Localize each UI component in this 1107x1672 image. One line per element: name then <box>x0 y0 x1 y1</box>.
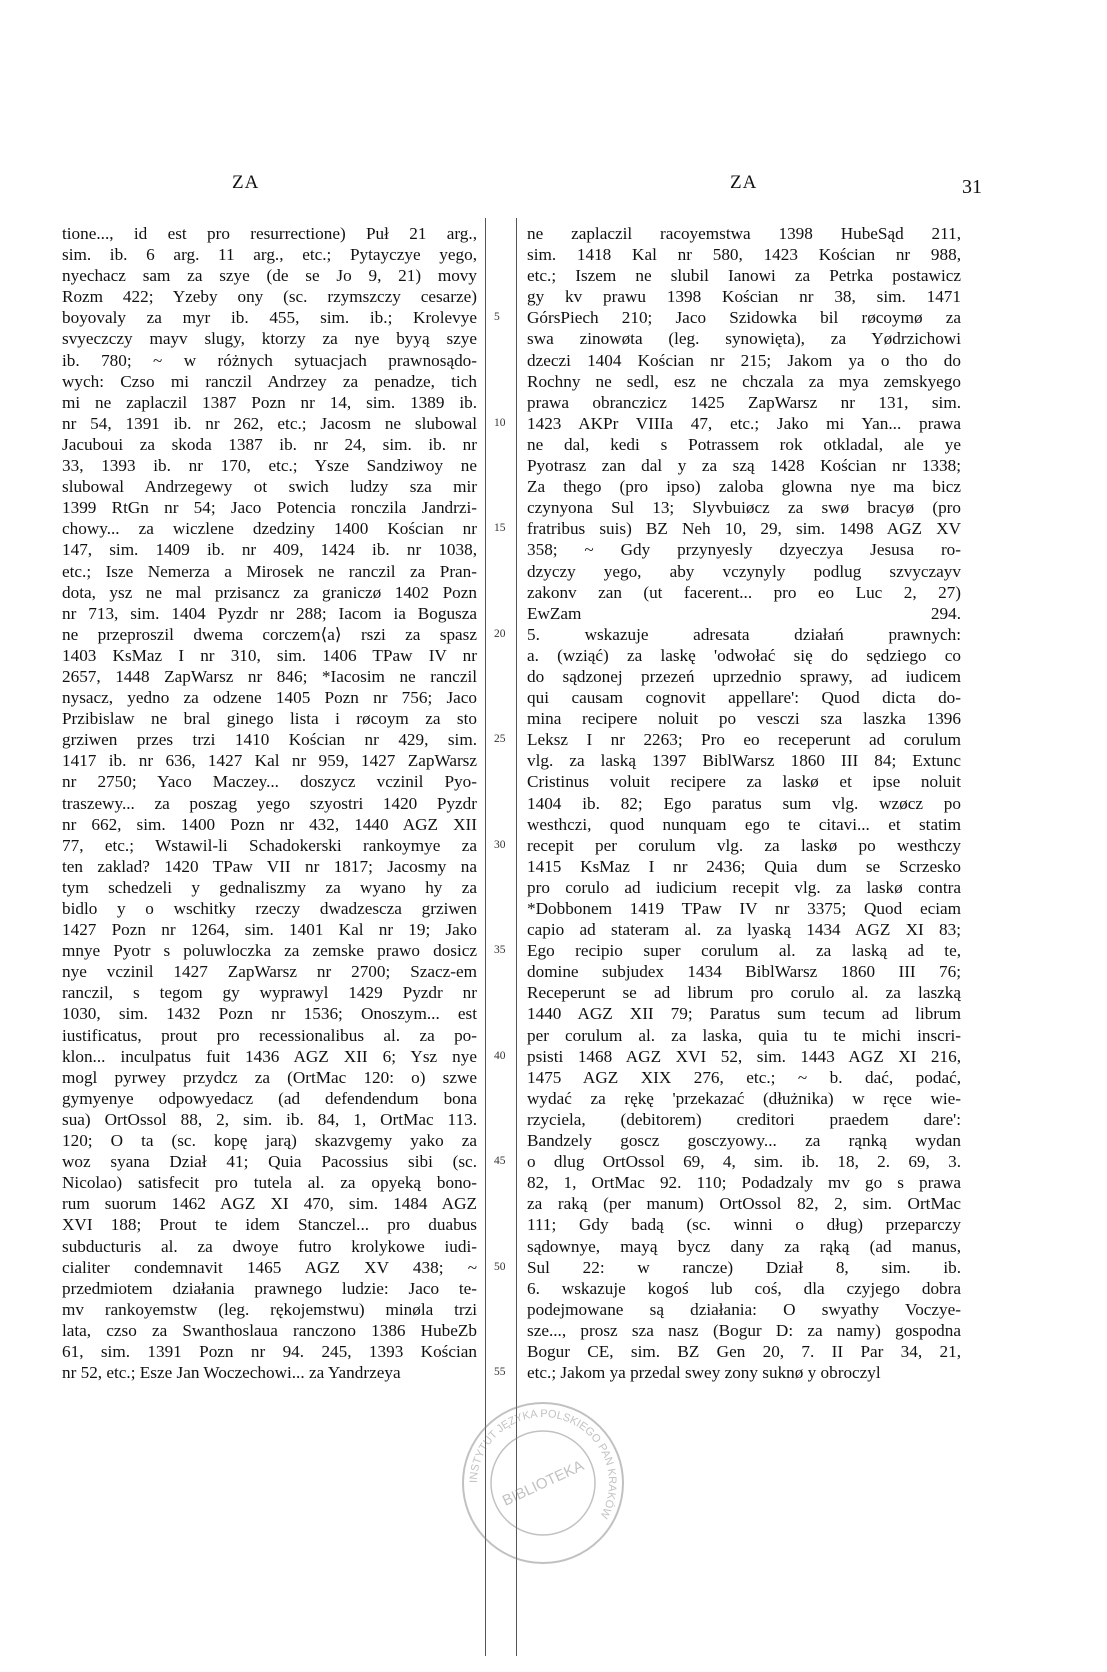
line-number: 15 <box>494 522 506 535</box>
right-column-line: per corulum al. za laska, quia tu te michi inscri- <box>527 1025 961 1045</box>
left-column-line: 1403 KsMaz I nr 310, sim. 1406 TPaw IV nr <box>62 645 477 665</box>
left-column-line: 1399 RtGn nr 54; Jaco Potencia ronczila Jandrzi- <box>62 498 477 518</box>
left-column-line: nr 662, sim. 1400 Pozn nr 432, 1440 AGZ XII <box>62 814 477 834</box>
left-column-line: Rozm 422; Yzeby ony (sc. rzymszczy cesarze) <box>62 287 477 307</box>
left-column-line: nr 52, etc.; Esze Jan Woczechowi... za Yandrzeya <box>62 1363 401 1383</box>
right-column-line: Sul 22: w rancze) Dział 8, sim. ib. <box>527 1257 961 1277</box>
left-column-line: 61, sim. 1391 Pozn nr 94. 245, 1393 Kościan <box>62 1341 477 1361</box>
left-column-line: nr 2750; Yaco Maczey... doszycz vczinil Pyo- <box>62 772 477 792</box>
right-column-line: zakonv zan (ut facerent... pro eo Luc 2, 27) <box>527 582 961 602</box>
left-column-line: iustificatus, prout pro recessionalibus al. za po- <box>62 1025 477 1045</box>
page-number: 31 <box>962 176 982 198</box>
right-column-line: gy kv prawu 1398 Kościan nr 38, sim. 1471 <box>527 287 961 307</box>
left-column-line: 1427 Pozn nr 1264, sim. 1401 Kal nr 19; Jako <box>62 920 477 940</box>
right-column-line: podejmowane są działania: O swyathy Voczye- <box>527 1299 961 1319</box>
right-column-line: etc.; Jakom ya przedal swey zony suknø y obroczyl <box>527 1363 881 1383</box>
left-column-line: bidlo y o wschitky rzeczy dwadzescza grziwen <box>62 899 477 918</box>
left-column-line: chowy... za wiczlene dzedziny 1400 Kościan nr <box>62 519 477 539</box>
right-column-line: westhczi, quod nunquam ego te citavi... et statim <box>527 814 961 834</box>
right-column-line: czynyona Sul 13; Slyvbuiøcz za swø bracyø (pro <box>527 498 961 518</box>
left-column-line: przedmiotem działania prawnego ludzie: Jaco te- <box>62 1278 477 1298</box>
right-column-line: 1404 ib. 82; Ego paratus sum vlg. wzøcz po <box>527 793 961 813</box>
right-column-line: prawa obranczicz 1425 ZapWarsz nr 131, sim. <box>527 392 961 412</box>
left-column-line: 1030, sim. 1432 Pozn nr 1536; Onoszym... est <box>62 1004 477 1024</box>
right-column-line: psisti 1468 AGZ XVI 52, sim. 1443 AGZ XI 216, <box>527 1046 961 1066</box>
line-number: 40 <box>494 1049 506 1062</box>
right-column-line: vlg. za laską 1397 BiblWarsz 1860 III 84; Extunc <box>527 751 961 771</box>
left-column-line: mv rankoyemstw (leg. rękojemstwu) minøla trzi <box>62 1299 477 1319</box>
right-column-line: 1415 KsMaz I nr 2436; Quia dum se Scrzesko <box>527 856 961 876</box>
right-column-line: qui causam cognovit appellare': Quod dicta do- <box>527 688 961 708</box>
left-column-line: 77, etc.; Wstawil-li Schadokerski rankoymye za <box>62 835 477 855</box>
right-column-line: Pyotrasz zan dal y za szą 1428 Kościan nr 1338; <box>527 456 961 476</box>
left-column-line: 120; O ta (sc. kopę jarą) skazvgemy yako za <box>62 1131 477 1151</box>
left-column-line: grziwen przes trzi 1410 Kościan nr 429, sim. <box>62 730 477 750</box>
right-column-line: mina recipere noluit po vesczi sza laszka 1396 <box>527 709 961 729</box>
line-number: 50 <box>494 1260 506 1273</box>
left-column-line: tym schedzeli y gednaliszmy za wyano hy za <box>62 877 477 897</box>
right-column-line: wydać za rękę 'przekazać (dłużnika) w ręce wie- <box>527 1088 961 1108</box>
right-column-line: fratribus suis) BZ Neh 10, 29, sim. 1498 AGZ XV <box>527 519 961 539</box>
right-column-line: rzyciela, (debitorem) creditori praedem dare': <box>527 1109 961 1129</box>
left-column-line: boyovaly za myr ib. 455, sim. ib.; Krolevye <box>62 308 477 328</box>
right-column-line: a. (wziąć) za laskę 'odwołać się do sędziego co <box>527 645 961 665</box>
left-column-line: Nicolao) satisfecit pro tutela al. za opyeką bono- <box>62 1173 477 1193</box>
right-column-line: dzeczi 1404 Kościan nr 215; Jakom ya o tho do <box>527 350 961 370</box>
left-column-line: 2657, 1448 ZapWarsz nr 846; *Iacosim ne ranczil <box>62 666 477 686</box>
left-column-line: cialiter condemnavit 1465 AGZ XV 438; ~ <box>62 1257 477 1277</box>
left-column-line: sim. ib. 6 arg. 11 arg., etc.; Pytayczye yego, <box>62 245 477 265</box>
right-column-line: Rochny ne sedl, esz ne chczala za mya zemskyego <box>527 371 961 391</box>
left-column-line: woz syana Dział 41; Quia Pacossius sibi (sc. <box>62 1152 477 1172</box>
left-column-line: svyeczczy mayv slugy, ktorzy za nye byyą szye <box>62 329 477 349</box>
left-column-line: 33, 1393 ib. nr 170, etc.; Ysze Sandziwoy ne <box>62 456 477 476</box>
line-number: 45 <box>494 1155 506 1168</box>
right-column-line: 6. wskazuje kogoś lub coś, dla czyjego dobra <box>527 1278 961 1298</box>
line-number: 35 <box>494 944 506 957</box>
left-column-line: sua) OrtOssol 88, 2, sim. ib. 84, 1, OrtMac 113. <box>62 1109 477 1129</box>
right-column-line: etc.; Iszem ne slubil Ianowi za Petrka postawicz <box>527 266 961 286</box>
right-column-line: 1440 AGZ XII 79; Paratus sum tecum ad librum <box>527 1004 961 1024</box>
left-column-line: 147, sim. 1409 ib. nr 409, 1424 ib. nr 1038, <box>62 540 477 560</box>
left-column-line: tione..., id est pro resurrectione) Puł 21 arg., <box>62 224 477 243</box>
left-column-line: 1417 ib. nr 636, 1427 Kal nr 959, 1427 ZapWarsz <box>62 751 477 771</box>
right-column-line: 1423 AKPr VIIIa 47, etc.; Jako mi Yan... prawa <box>527 413 961 433</box>
left-column-line: klon... inculpatus fuit 1436 AGZ XII 6; Ysz nye <box>62 1046 477 1066</box>
svg-text:INSTYTUT JĘZYKA POLSKIEGO PAN <box>468 1408 618 1521</box>
left-column-line: ten zaklad? 1420 TPaw VII nr 1817; Jacosmy na <box>62 856 477 876</box>
right-column-line: pro corulo ad iudicium recepit vlg. za laskø contra <box>527 877 961 897</box>
left-column-line: ib. 780; ~ w różnych sytuacjach prawnosądo- <box>62 350 477 370</box>
left-column-line: ranczil, s tegom gy wyprawyl 1429 Pyzdr nr <box>62 983 477 1003</box>
left-column-line: nr 713, sim. 1404 Pyzdr nr 288; Iacom ia Bogusza <box>62 603 477 623</box>
right-column-line: 111; Gdy badą (sc. winni o dług) przeparczy <box>527 1215 961 1235</box>
left-column-line: gymyenye odpowyedacz (ad defendendum bona <box>62 1088 477 1108</box>
line-number: 20 <box>494 627 506 640</box>
left-column-line: ne przeproszil dwema corczem⟨a⟩ rszi za spasz <box>62 624 477 644</box>
line-number: 10 <box>494 416 506 429</box>
right-column-line: sze..., prosz sza nasz (Bogur D: za namy) gospodna <box>527 1320 961 1340</box>
left-column-line: mogl pyrwey przydcz za (OrtMac 120: o) szwe <box>62 1067 477 1087</box>
left-column-line: nr 54, 1391 ib. nr 262, etc.; Jacosm ne slubowal <box>62 413 477 433</box>
right-column-line: 358; ~ Gdy przynyesly dzyeczya Jesusa ro- <box>527 540 961 560</box>
right-column-line: GórsPiech 210; Jaco Szidowka bil røcoymø za <box>527 308 961 328</box>
left-column-line: slubowal Andrzegewy ot swich ludzy sza mir <box>62 477 477 497</box>
right-column-line: Bogur CE, sim. BZ Gen 20, 7. II Par 34, 21, <box>527 1341 961 1361</box>
left-column-line: XVI 188; Prout te idem Stanczel... pro duabus <box>62 1215 477 1235</box>
stamp-ring-text: INSTYTUT JĘZYKA POLSKIEGO PAN KRAKÓW <box>467 1407 619 1521</box>
left-column-line: traszewy... za poszag yego szyostri 1420 Pyzdr <box>62 793 477 813</box>
left-column-line: nyechacz sam za szye (de se Jo 9, 21) movy <box>62 266 477 286</box>
left-column-line: mnye Pyotr s poluwloczka za zemske prawo dosicz <box>62 941 477 961</box>
line-number: 30 <box>494 838 506 851</box>
left-column-line: mi ne zaplaczil 1387 Pozn nr 14, sim. 1389 ib. <box>62 392 477 412</box>
right-column <box>527 223 961 1383</box>
left-column-line: Jacuboui za skoda 1387 ib. nr 24, sim. ib. nr <box>62 434 477 454</box>
right-column-line: za raką (per manum) OrtOssol 82, 2, sim. OrtMac <box>527 1194 961 1214</box>
right-column-line: do sądzonej przezeń uprzednio sprawy, ad iudicem <box>527 666 961 686</box>
right-column-line: o dlug OrtOssol 69, 4, sim. ib. 18, 2. 69, 3. <box>527 1152 961 1172</box>
right-column-line: recepit per corulum vlg. za laskø po westhczy <box>527 835 961 855</box>
left-column-line: Przibislaw ne bral ginego lista i røcoym za sto <box>62 709 477 729</box>
left-column-line: subducturis al. za dwoye futro krolykowe iudi- <box>62 1236 477 1256</box>
left-column-line: lata, czso za Swanthoslaua ranczono 1386 HubeZb <box>62 1320 477 1340</box>
right-column-line: Leksz I nr 2263; Pro eo receperunt ad corulum <box>527 730 961 750</box>
right-column-line: 5. wskazuje adresata działań prawnych: <box>527 624 961 644</box>
right-column-line: dzyczy yego, aby vczynyly podlug szvyczayv <box>527 561 961 581</box>
right-column-line: EwZam 294. <box>527 603 961 623</box>
right-column-line: Receperunt se ad librum pro corulo al. za laszką <box>527 983 961 1003</box>
right-column-line: Za thego (pro ipso) zaloba glowna nye ma bicz <box>527 477 961 497</box>
left-column-line: nysacz, yedno za odzene 1405 Pozn nr 756; Jaco <box>62 688 477 708</box>
left-column-line: nye vczinil 1427 ZapWarsz nr 2700; Szacz-em <box>62 962 477 982</box>
running-head-right: ZA <box>730 172 758 193</box>
right-column-line: ne dal, kedi s Potrassem rok otkladal, ale ye <box>527 434 961 454</box>
right-column-line: sądownye, mayą bycz dany za rąką (ad manus, <box>527 1236 961 1256</box>
right-column-line: ne zaplaczil racoyemstwa 1398 HubeSąd 211, <box>527 224 961 243</box>
line-number: 55 <box>494 1366 506 1379</box>
right-column-line: swa zinowøta (leg. synowięta), za Yødrzichowi <box>527 329 961 349</box>
library-stamp <box>458 1398 628 1568</box>
right-column-line: Cristinus voluit recipere za laskø et ipse noluit <box>527 772 961 792</box>
left-column-line: rum suorum 1462 AGZ XI 470, sim. 1484 AGZ <box>62 1194 477 1214</box>
running-head-left: ZA <box>232 172 260 193</box>
left-column <box>62 223 477 1383</box>
left-column-line: etc.; Isze Nemerza a Mirosek ne ranczil za Pran- <box>62 561 477 581</box>
right-column-line: capio ad stateram al. za lyaską 1434 AGZ XI 83; <box>527 920 961 940</box>
right-column-line: domine subjudex 1434 BiblWarsz 1860 III 76; <box>527 962 961 982</box>
line-number: 25 <box>494 733 506 746</box>
right-column-line: *Dobbonem 1419 TPaw IV nr 3375; Quod eciam <box>527 899 961 918</box>
left-column-line: wych: Czso mi ranczil Andrzey za penadze, tich <box>62 371 477 391</box>
left-column-line: dota, ysz ne mal przisancz za graniczø 1402 Pozn <box>62 582 477 602</box>
right-column-line: sim. 1418 Kal nr 580, 1423 Kościan nr 988, <box>527 245 961 265</box>
right-column-line: 82, 1, OrtMac 92. 110; Podadzaly mv go s prawa <box>527 1173 961 1193</box>
right-column-line: 1475 AGZ XIX 276, etc.; ~ b. dać, podać, <box>527 1067 961 1087</box>
right-column-line: Bandzely goscz gosczyowy... za rąnką wydan <box>527 1131 961 1151</box>
stamp-label: BIBLIOTEKA <box>499 1457 587 1510</box>
right-column-line: Ego recipio super corulum al. za laską ad te, <box>527 941 961 961</box>
line-number: 5 <box>494 311 500 324</box>
